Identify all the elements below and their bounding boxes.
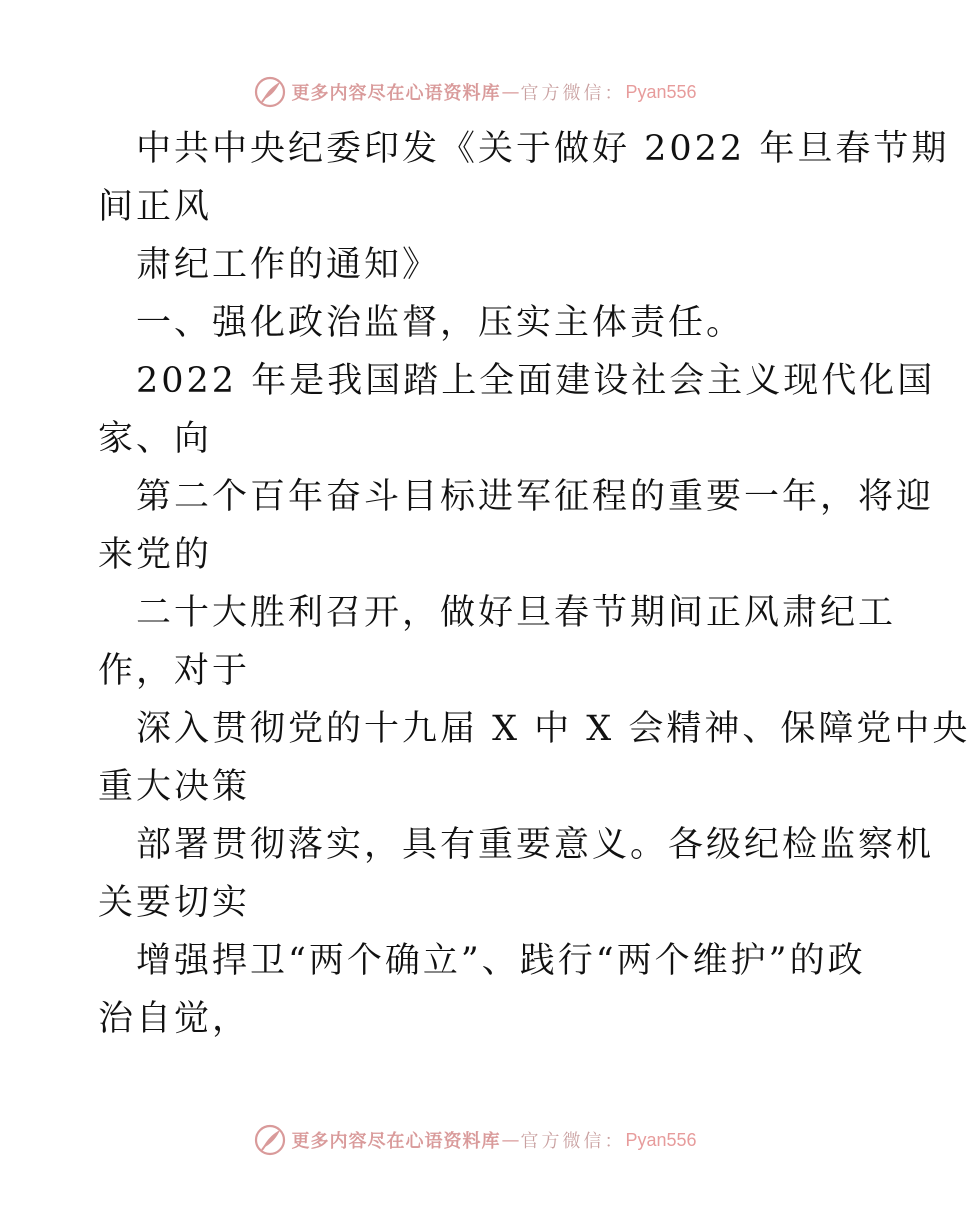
paragraph-line: 二十大胜利召开，做好旦春节期间正风肃纪工 xyxy=(136,593,897,633)
paragraph-line: 作，对于 xyxy=(98,651,251,691)
paragraph-line: 家、向 xyxy=(98,419,213,459)
watermark-main-text: 更多内容尽在心语资料库 xyxy=(291,1131,501,1152)
watermark-main-text: 更多内容尽在心语资料库 xyxy=(291,83,501,104)
paragraph-line: 第二个百年奋斗目标进军征程的重要一年，将迎 xyxy=(136,477,935,517)
quill-pen-logo-icon xyxy=(253,75,287,109)
watermark-dash: — xyxy=(501,1129,520,1151)
paragraph-line: 关要切实 xyxy=(98,883,251,923)
paragraph-line: 深入贯彻党的十九届 X 中 X 会精神、保障党中央 xyxy=(136,709,970,749)
footer-watermark xyxy=(0,1120,950,1160)
watermark-wechat-label: 官方微信： xyxy=(520,83,626,104)
watermark-dash: — xyxy=(501,81,520,103)
watermark-wechat-id: Pyan556 xyxy=(625,1129,697,1150)
header-watermark xyxy=(0,72,950,112)
paragraph-line: 重大决策 xyxy=(98,767,251,807)
section-heading: 一、强化政治监督，压实主体责任。 xyxy=(136,303,745,343)
paragraph-line: 2022 年是我国踏上全面建设社会主义现代化国 xyxy=(136,361,936,401)
paragraph-line: 来党的 xyxy=(98,535,213,575)
paragraph-line: 治自觉， xyxy=(98,999,251,1039)
document-title-line-2: 间正风 xyxy=(98,187,213,227)
document-title-line-3: 肃纪工作的通知》 xyxy=(136,245,441,285)
document-title-line-1: 中共中央纪委印发《关于做好 2022 年旦春节期 xyxy=(136,129,950,169)
quill-pen-logo-icon xyxy=(253,1123,287,1157)
paragraph-line: 增强捍卫“两个确立”、践行“两个维护”的政 xyxy=(136,941,866,981)
paragraph-line: 部署贯彻落实，具有重要意义。各级纪检监察机 xyxy=(136,825,935,865)
document-body xyxy=(98,120,970,1048)
watermark-wechat-label: 官方微信： xyxy=(520,1131,626,1152)
watermark-wechat-id: Pyan556 xyxy=(625,81,697,102)
